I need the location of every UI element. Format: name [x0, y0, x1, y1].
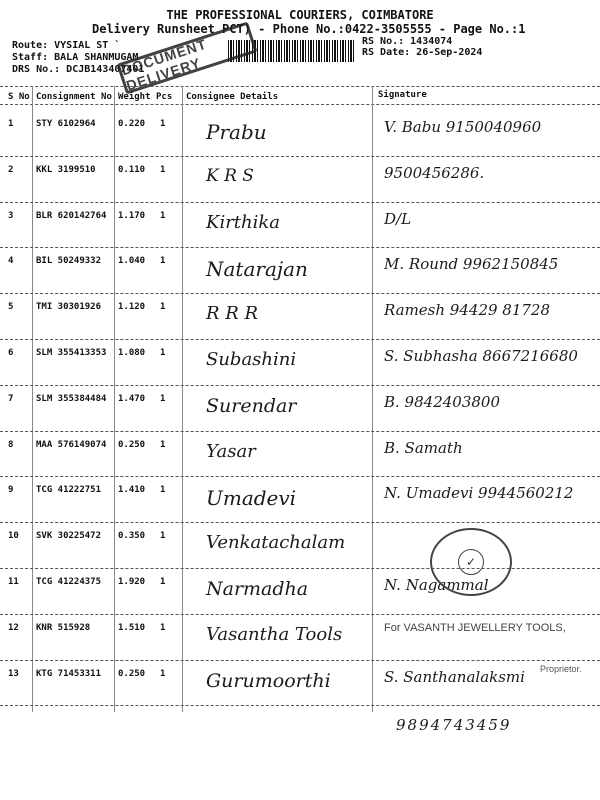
col-pcs: Pcs — [156, 92, 173, 102]
row-signature: M. Round 9962150845 — [384, 255, 559, 274]
row-pcs: 1 — [160, 393, 166, 404]
row-sno: 2 — [8, 164, 14, 175]
row-consignee-name: Venkatachalam — [206, 532, 346, 554]
row-consignee-name: Surendar — [206, 394, 297, 417]
row-consignment-no: SLM 355384484 — [36, 393, 107, 404]
col-signature: Signature — [378, 90, 427, 100]
row-signature: V. Babu 9150040960 — [384, 118, 542, 136]
route-label: Route: VYSIAL ST ` — [12, 40, 121, 51]
row-signature: N. Nagammal — [384, 576, 489, 594]
col-weight: Weight — [118, 92, 151, 102]
col-divider-3 — [182, 86, 183, 712]
row-signature: For VASANTH JEWELLERY TOOLS, — [384, 621, 566, 634]
row-pcs: 1 — [160, 622, 166, 633]
company-seal — [430, 528, 512, 596]
row-divider — [0, 705, 600, 706]
row-consignment-no: TCG 41222751 — [36, 485, 102, 496]
row-weight: 1.410 — [118, 485, 146, 496]
row-consignee-name: Narmadha — [206, 578, 309, 600]
runsheet-title: Delivery Runsheet PCT) - Phone No.:0422-3505555 - Page No.:1 — [92, 22, 526, 36]
row-pcs: 1 — [160, 439, 166, 450]
row-weight: 1.510 — [118, 622, 146, 633]
row-signature: B. Samath — [384, 438, 463, 457]
row-divider — [0, 660, 600, 661]
row-sno: 7 — [8, 393, 14, 404]
row-weight: 1.470 — [118, 393, 146, 404]
row-signature: S. Subhasha 8667216680 — [384, 347, 578, 365]
row-consignment-no: KNR 515928 — [36, 622, 91, 633]
row-weight: 1.120 — [118, 302, 146, 313]
row-consignee-name: Gurumoorthi — [206, 669, 331, 692]
row-pcs: 1 — [160, 485, 166, 496]
row-sno: 3 — [8, 210, 14, 221]
row-weight: 0.220 — [118, 119, 146, 129]
col-divider-4 — [372, 86, 373, 712]
row-sno: 12 — [8, 622, 19, 633]
row-weight: 0.250 — [118, 668, 146, 679]
row-sno: 8 — [8, 439, 14, 450]
row-sno: 4 — [8, 256, 14, 267]
row-weight: 1.170 — [118, 210, 146, 221]
row-pcs: 1 — [160, 668, 166, 679]
row-sno: 1 — [8, 119, 14, 129]
drs-label: DRS No.: DCJB143407401 — [12, 64, 145, 75]
row-pcs: 1 — [160, 210, 166, 221]
company-title: THE PROFESSIONAL COURIERS, COIMBATORE — [166, 8, 434, 22]
row-consignment-no: MAA 576149074 — [36, 439, 107, 450]
row-pcs: 1 — [160, 577, 166, 587]
row-consignee-name: Natarajan — [206, 257, 308, 282]
col-sno: S No — [8, 92, 30, 102]
row-divider — [0, 339, 600, 340]
row-divider — [0, 247, 600, 248]
row-pcs: 1 — [160, 348, 166, 358]
row-consignee-name: Vasantha Tools — [206, 623, 343, 645]
row-weight: 0.250 — [118, 439, 146, 450]
row-consignment-no: KKL 3199510 — [36, 164, 96, 175]
row-consignment-no: TMI 30301926 — [36, 302, 102, 313]
row-sno: 11 — [8, 577, 19, 587]
row-weight: 1.920 — [118, 577, 146, 587]
seal-emblem-icon: ✓ — [458, 549, 484, 575]
row-signature: S. Santhanalaksmi — [384, 667, 525, 686]
row-consignee-name: K R S — [206, 165, 254, 186]
row-signature: D/L — [384, 209, 412, 228]
row-consignee-name: Subashini — [206, 349, 297, 370]
row-signature: N. Umadevi 9944560212 — [384, 484, 574, 503]
row-pcs: 1 — [160, 119, 166, 129]
header-divider — [0, 86, 600, 87]
rs-date: RS Date: 26-Sep-2024 — [362, 47, 483, 58]
row-weight: 1.040 — [118, 256, 146, 267]
row-consignee-name: Prabu — [206, 120, 267, 144]
row-consignment-no: SVK 30225472 — [36, 531, 102, 542]
staff-label: Staff: BALA SHANMUGAM — [12, 52, 139, 63]
row-sno: 6 — [8, 348, 14, 358]
row-divider — [0, 293, 600, 294]
row-signature: B. 9842403800 — [384, 392, 500, 411]
row-consignment-no: KTG 71453311 — [36, 668, 102, 679]
row-divider — [0, 614, 600, 615]
row-consignee-name: Umadevi — [206, 486, 297, 511]
row-pcs: 1 — [160, 531, 166, 542]
row-weight: 0.350 — [118, 531, 146, 542]
row-consignee-name: Kirthika — [206, 211, 281, 233]
row-sno: 10 — [8, 531, 19, 542]
row-weight: 1.080 — [118, 348, 146, 358]
column-header-divider — [0, 104, 600, 105]
col-consignee-details: Consignee Details — [186, 92, 279, 102]
row-signature: Ramesh 94429 81728 — [384, 301, 551, 320]
row-sno: 9 — [8, 485, 14, 496]
row-divider — [0, 156, 600, 157]
rs-number: RS No.: 1434074 — [362, 36, 453, 47]
row-divider — [0, 476, 600, 477]
row-pcs: 1 — [160, 302, 166, 313]
proprietor-label: Proprietor. — [540, 664, 582, 674]
row-divider — [0, 385, 600, 386]
row-consignment-no: SLM 355413353 — [36, 348, 107, 358]
col-consignment: Consignment No — [36, 92, 112, 102]
row-signature: 9500456286. — [384, 163, 485, 182]
row-weight: 0.110 — [118, 164, 146, 175]
row-consignee-name: Yasar — [206, 440, 256, 462]
row-divider — [0, 522, 600, 523]
row-divider — [0, 431, 600, 432]
row-pcs: 1 — [160, 256, 166, 267]
row-consignment-no: TCG 41224375 — [36, 577, 102, 587]
trailing-phone: 9894743459 — [396, 716, 512, 734]
row-pcs: 1 — [160, 164, 166, 175]
col-divider-1 — [32, 86, 33, 712]
row-consignment-no: BIL 50249332 — [36, 256, 102, 267]
document-delivery-stamp: DOCUMENT DELIVERY — [116, 21, 257, 94]
row-consignment-no: BLR 620142764 — [36, 210, 107, 221]
row-sno: 13 — [8, 668, 19, 679]
row-consignment-no: STY 6102964 — [36, 119, 96, 129]
row-divider — [0, 202, 600, 203]
col-divider-2 — [114, 86, 115, 712]
row-sno: 5 — [8, 302, 14, 313]
row-consignee-name: R R R — [206, 303, 259, 325]
